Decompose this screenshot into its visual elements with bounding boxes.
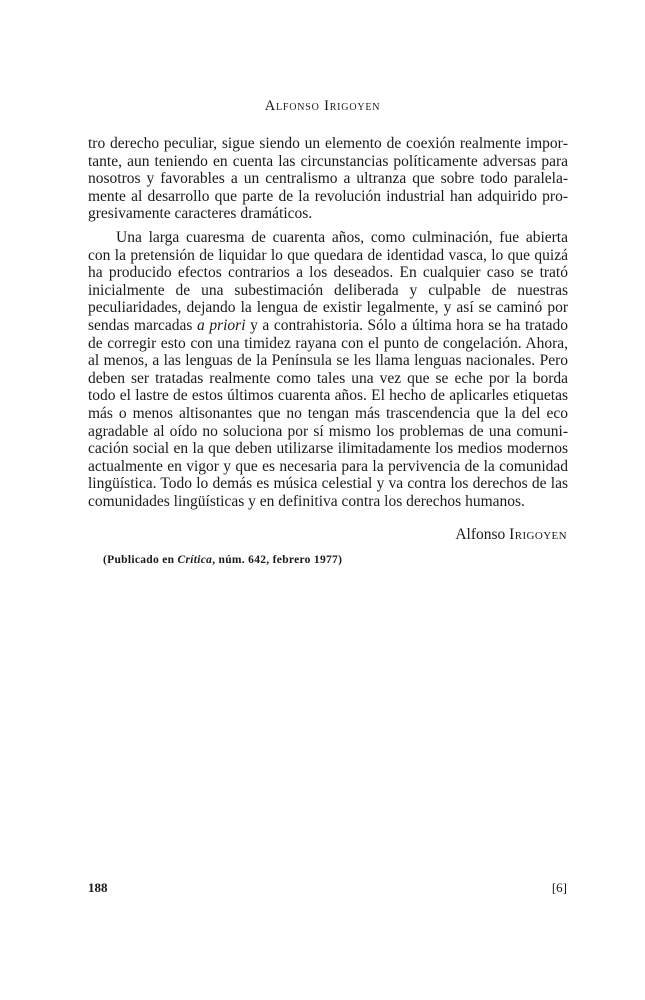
publication-note bbox=[103, 554, 342, 566]
author-signature bbox=[0, 526, 567, 544]
publication-note-suffix: , núm. 642, febrero 1977) bbox=[212, 554, 343, 566]
signature-first-name: Alfonso bbox=[455, 526, 506, 543]
sheet-marker: [6] bbox=[551, 880, 567, 895]
running-head: Alfonso Irigoyen bbox=[264, 98, 381, 114]
publication-note-prefix: (Publicado en bbox=[103, 554, 178, 566]
article-body bbox=[88, 135, 568, 510]
paragraph-2 bbox=[88, 229, 568, 511]
signature-surname: Irigoyen bbox=[509, 526, 567, 543]
paragraph-1: tro derecho peculiar, sigue siendo un elemento de coexión realmente importante, aun teniendo en cuenta las circunstancias políticamente adversas para nosotros y favorables a un centralismo a ultranza que sobre todo paralelamente al desarrollo que parte de la revolución industrial han adquirido progresivamente caracteres dramáticos. bbox=[88, 135, 568, 223]
paragraph-2-italic: a priori bbox=[197, 316, 246, 334]
page-number: 188 bbox=[88, 880, 108, 895]
paragraph-2-text-a: Una larga cuaresma de cuarenta años, como culminación, fue abierta con la pretensión de liquidar lo que quedara de identidad vasca, lo que quizá ha producido efectos contrarios a los deseados. En cualquier caso se trató inicialmente de una subestimación deliberada y culpable de nuestras peculiaridades, dejando la lengua de existir legalmente, y así se caminó por sendas marcadas bbox=[88, 228, 568, 334]
publication-journal: Crítica bbox=[177, 554, 213, 566]
paragraph-2-text-b: y a contrahistoria. Sólo a última hora se ha tratado de corregir esto con una timidez rayana con el punto de congelación. Ahora, al menos, a las lenguas de la Península se les llama lenguas nacionales. Pero deben ser tratadas realmente como tales una vez que se eche por la borda todo el lastre de estos últimos cuarenta años. El hecho de aplicarles etiquetas más o menos altisonantes que no tengan más trascendencia que la del eco agradable al oído no soluciona por sí mismo los problemas de una comunicación social en la que deben utilizarse ilimitadamente los medios modernos actualmente en vigor y que es necesaria para la pervivencia de la comunidad lingüística. Todo lo demás es música celestial y va contra los derechos de las comunidades lingüísticas y en definitiva contra los derechos humanos. bbox=[88, 316, 569, 510]
